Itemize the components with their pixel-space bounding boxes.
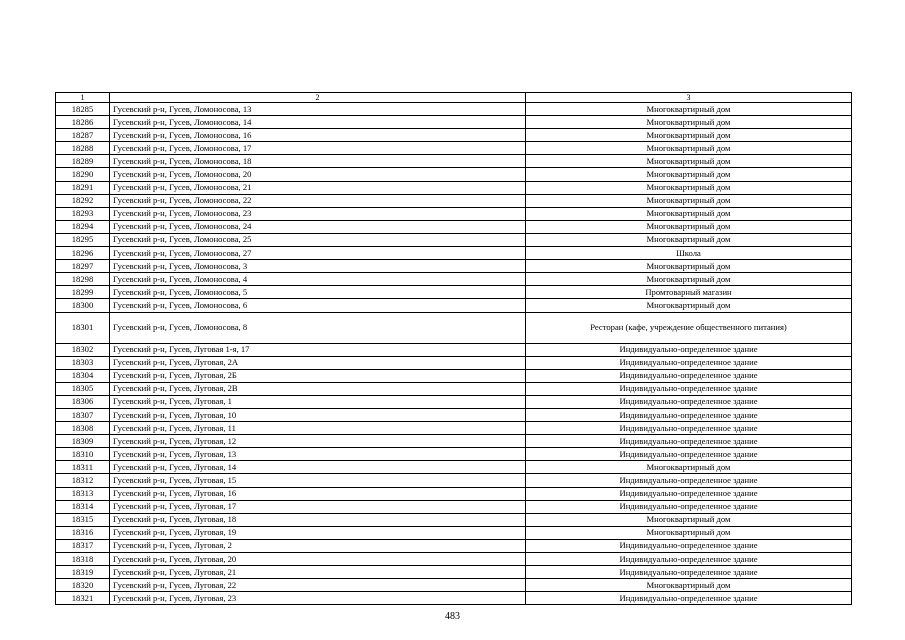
row-number: 18289 bbox=[56, 155, 110, 168]
row-object-type: Многоквартирный дом bbox=[526, 273, 852, 286]
row-address: Гусевский р-н, Гусев, Луговая, 20 bbox=[110, 553, 526, 566]
table-row bbox=[56, 448, 852, 461]
table-row bbox=[56, 579, 852, 592]
row-address: Гусевский р-н, Гусев, Луговая, 2А bbox=[110, 356, 526, 369]
table-row bbox=[56, 103, 852, 116]
row-number: 18294 bbox=[56, 220, 110, 233]
table-row bbox=[56, 260, 852, 273]
row-number: 18301 bbox=[56, 312, 110, 343]
row-number: 18296 bbox=[56, 247, 110, 260]
row-object-type: Индивидуально-определенное здание bbox=[526, 592, 852, 605]
row-number: 18286 bbox=[56, 116, 110, 129]
table-row bbox=[56, 461, 852, 474]
row-object-type: Ресторан (кафе, учреждение общественного питания) bbox=[526, 312, 852, 343]
row-number: 18304 bbox=[56, 369, 110, 382]
table-row bbox=[56, 286, 852, 299]
row-object-type: Индивидуально-определенное здание bbox=[526, 356, 852, 369]
row-object-type: Индивидуально-определенное здание bbox=[526, 395, 852, 408]
row-address: Гусевский р-н, Гусев, Луговая, 18 bbox=[110, 513, 526, 526]
row-address: Гусевский р-н, Гусев, Луговая, 16 bbox=[110, 487, 526, 500]
row-number: 18293 bbox=[56, 207, 110, 220]
row-address: Гусевский р-н, Гусев, Луговая, 2В bbox=[110, 382, 526, 395]
row-address: Гусевский р-н, Гусев, Ломоносова, 18 bbox=[110, 155, 526, 168]
row-object-type: Индивидуально-определенное здание bbox=[526, 487, 852, 500]
row-address: Гусевский р-н, Гусев, Ломоносова, 6 bbox=[110, 299, 526, 312]
row-address: Гусевский р-н, Гусев, Луговая, 11 bbox=[110, 422, 526, 435]
row-address: Гусевский р-н, Гусев, Луговая, 23 bbox=[110, 592, 526, 605]
table-row bbox=[56, 155, 852, 168]
table-body bbox=[56, 103, 852, 605]
row-object-type: Многоквартирный дом bbox=[526, 207, 852, 220]
table-row bbox=[56, 220, 852, 233]
table-row bbox=[56, 273, 852, 286]
table-row bbox=[56, 395, 852, 408]
row-number: 18302 bbox=[56, 343, 110, 356]
row-object-type: Индивидуально-определенное здание bbox=[526, 435, 852, 448]
row-number: 18311 bbox=[56, 461, 110, 474]
row-address: Гусевский р-н, Гусев, Ломоносова, 20 bbox=[110, 168, 526, 181]
row-number: 18319 bbox=[56, 566, 110, 579]
table-row bbox=[56, 408, 852, 421]
row-address: Гусевский р-н, Гусев, Ломоносова, 25 bbox=[110, 233, 526, 246]
row-object-type: Индивидуально-определенное здание bbox=[526, 382, 852, 395]
row-object-type: Многоквартирный дом bbox=[526, 181, 852, 194]
row-address: Гусевский р-н, Гусев, Ломоносова, 22 bbox=[110, 194, 526, 207]
row-object-type: Индивидуально-определенное здание bbox=[526, 408, 852, 421]
row-address: Гусевский р-н, Гусев, Ломоносова, 21 bbox=[110, 181, 526, 194]
table-row bbox=[56, 369, 852, 382]
row-address: Гусевский р-н, Гусев, Ломоносова, 5 bbox=[110, 286, 526, 299]
row-object-type: Многоквартирный дом bbox=[526, 526, 852, 539]
row-object-type: Индивидуально-определенное здание bbox=[526, 566, 852, 579]
row-address: Гусевский р-н, Гусев, Луговая, 21 bbox=[110, 566, 526, 579]
row-address: Гусевский р-н, Гусев, Ломоносова, 23 bbox=[110, 207, 526, 220]
row-object-type: Многоквартирный дом bbox=[526, 233, 852, 246]
table-row bbox=[56, 181, 852, 194]
table-row bbox=[56, 129, 852, 142]
table-row bbox=[56, 343, 852, 356]
row-object-type: Многоквартирный дом bbox=[526, 461, 852, 474]
table-row bbox=[56, 566, 852, 579]
table-row bbox=[56, 513, 852, 526]
header-col-3: 3 bbox=[526, 93, 852, 103]
row-number: 18288 bbox=[56, 142, 110, 155]
row-object-type: Многоквартирный дом bbox=[526, 220, 852, 233]
row-address: Гусевский р-н, Гусев, Ломоносова, 24 bbox=[110, 220, 526, 233]
row-number: 18320 bbox=[56, 579, 110, 592]
row-number: 18287 bbox=[56, 129, 110, 142]
row-address: Гусевский р-н, Гусев, Ломоносова, 14 bbox=[110, 116, 526, 129]
row-number: 18285 bbox=[56, 103, 110, 116]
row-object-type: Многоквартирный дом bbox=[526, 142, 852, 155]
row-object-type: Многоквартирный дом bbox=[526, 116, 852, 129]
row-object-type: Индивидуально-определенное здание bbox=[526, 448, 852, 461]
row-address: Гусевский р-н, Гусев, Ломоносова, 27 bbox=[110, 247, 526, 260]
register-table bbox=[55, 92, 852, 605]
row-number: 18303 bbox=[56, 356, 110, 369]
row-object-type: Многоквартирный дом bbox=[526, 129, 852, 142]
row-number: 18299 bbox=[56, 286, 110, 299]
row-number: 18313 bbox=[56, 487, 110, 500]
row-address: Гусевский р-н, Гусев, Ломоносова, 16 bbox=[110, 129, 526, 142]
row-number: 18308 bbox=[56, 422, 110, 435]
table-row bbox=[56, 526, 852, 539]
row-number: 18310 bbox=[56, 448, 110, 461]
row-number: 18291 bbox=[56, 181, 110, 194]
row-number: 18306 bbox=[56, 395, 110, 408]
row-object-type: Многоквартирный дом bbox=[526, 194, 852, 207]
table-row bbox=[56, 116, 852, 129]
row-address: Гусевский р-н, Гусев, Луговая, 2 bbox=[110, 539, 526, 552]
row-number: 18307 bbox=[56, 408, 110, 421]
row-address: Гусевский р-н, Гусев, Ломоносова, 13 bbox=[110, 103, 526, 116]
row-address: Гусевский р-н, Гусев, Луговая, 1 bbox=[110, 395, 526, 408]
table-row bbox=[56, 382, 852, 395]
row-address: Гусевский р-н, Гусев, Ломоносова, 8 bbox=[110, 312, 526, 343]
row-number: 18292 bbox=[56, 194, 110, 207]
row-object-type: Многоквартирный дом bbox=[526, 103, 852, 116]
row-number: 18321 bbox=[56, 592, 110, 605]
row-number: 18318 bbox=[56, 553, 110, 566]
row-address: Гусевский р-н, Гусев, Луговая, 22 bbox=[110, 579, 526, 592]
row-number: 18309 bbox=[56, 435, 110, 448]
row-number: 18305 bbox=[56, 382, 110, 395]
table-row bbox=[56, 247, 852, 260]
table-row bbox=[56, 142, 852, 155]
row-object-type: Многоквартирный дом bbox=[526, 260, 852, 273]
table-row bbox=[56, 233, 852, 246]
row-object-type: Промтоварный магазин bbox=[526, 286, 852, 299]
row-address: Гусевский р-н, Гусев, Луговая, 2Б bbox=[110, 369, 526, 382]
row-object-type: Индивидуально-определенное здание bbox=[526, 474, 852, 487]
row-address: Гусевский р-н, Гусев, Луговая, 14 bbox=[110, 461, 526, 474]
table-row bbox=[56, 500, 852, 513]
row-number: 18300 bbox=[56, 299, 110, 312]
row-number: 18295 bbox=[56, 233, 110, 246]
row-object-type: Многоквартирный дом bbox=[526, 513, 852, 526]
row-address: Гусевский р-н, Гусев, Луговая 1-я, 17 bbox=[110, 343, 526, 356]
row-address: Гусевский р-н, Гусев, Луговая, 10 bbox=[110, 408, 526, 421]
row-address: Гусевский р-н, Гусев, Луговая, 13 bbox=[110, 448, 526, 461]
row-address: Гусевский р-н, Гусев, Луговая, 12 bbox=[110, 435, 526, 448]
row-object-type: Индивидуально-определенное здание bbox=[526, 369, 852, 382]
row-address: Гусевский р-н, Гусев, Луговая, 19 bbox=[110, 526, 526, 539]
row-number: 18316 bbox=[56, 526, 110, 539]
row-object-type: Многоквартирный дом bbox=[526, 579, 852, 592]
row-object-type: Индивидуально-определенное здание bbox=[526, 539, 852, 552]
row-address: Гусевский р-н, Гусев, Ломоносова, 4 bbox=[110, 273, 526, 286]
row-object-type: Многоквартирный дом bbox=[526, 299, 852, 312]
row-number: 18314 bbox=[56, 500, 110, 513]
row-number: 18297 bbox=[56, 260, 110, 273]
row-number: 18315 bbox=[56, 513, 110, 526]
table-row bbox=[56, 553, 852, 566]
row-object-type: Многоквартирный дом bbox=[526, 155, 852, 168]
table-row bbox=[56, 312, 852, 343]
table-row bbox=[56, 435, 852, 448]
row-object-type: Индивидуально-определенное здание bbox=[526, 343, 852, 356]
row-address: Гусевский р-н, Гусев, Луговая, 15 bbox=[110, 474, 526, 487]
row-number: 18312 bbox=[56, 474, 110, 487]
table-row bbox=[56, 474, 852, 487]
table-row bbox=[56, 592, 852, 605]
page-number: 483 bbox=[445, 611, 460, 622]
row-address: Гусевский р-н, Гусев, Ломоносова, 17 bbox=[110, 142, 526, 155]
table-row bbox=[56, 299, 852, 312]
table-row bbox=[56, 422, 852, 435]
row-object-type: Школа bbox=[526, 247, 852, 260]
row-address: Гусевский р-н, Гусев, Ломоносова, 3 bbox=[110, 260, 526, 273]
table-row bbox=[56, 207, 852, 220]
row-object-type: Многоквартирный дом bbox=[526, 168, 852, 181]
row-number: 18290 bbox=[56, 168, 110, 181]
table-row bbox=[56, 487, 852, 500]
row-object-type: Индивидуально-определенное здание bbox=[526, 553, 852, 566]
row-number: 18298 bbox=[56, 273, 110, 286]
table-row bbox=[56, 539, 852, 552]
row-object-type: Индивидуально-определенное здание bbox=[526, 422, 852, 435]
row-address: Гусевский р-н, Гусев, Луговая, 17 bbox=[110, 500, 526, 513]
row-object-type: Индивидуально-определенное здание bbox=[526, 500, 852, 513]
table-header bbox=[56, 93, 852, 103]
header-col-1: 1 bbox=[56, 93, 110, 103]
table-row bbox=[56, 194, 852, 207]
table-row bbox=[56, 356, 852, 369]
header-col-2: 2 bbox=[110, 93, 526, 103]
table-row bbox=[56, 168, 852, 181]
header-row bbox=[56, 93, 852, 103]
row-number: 18317 bbox=[56, 539, 110, 552]
